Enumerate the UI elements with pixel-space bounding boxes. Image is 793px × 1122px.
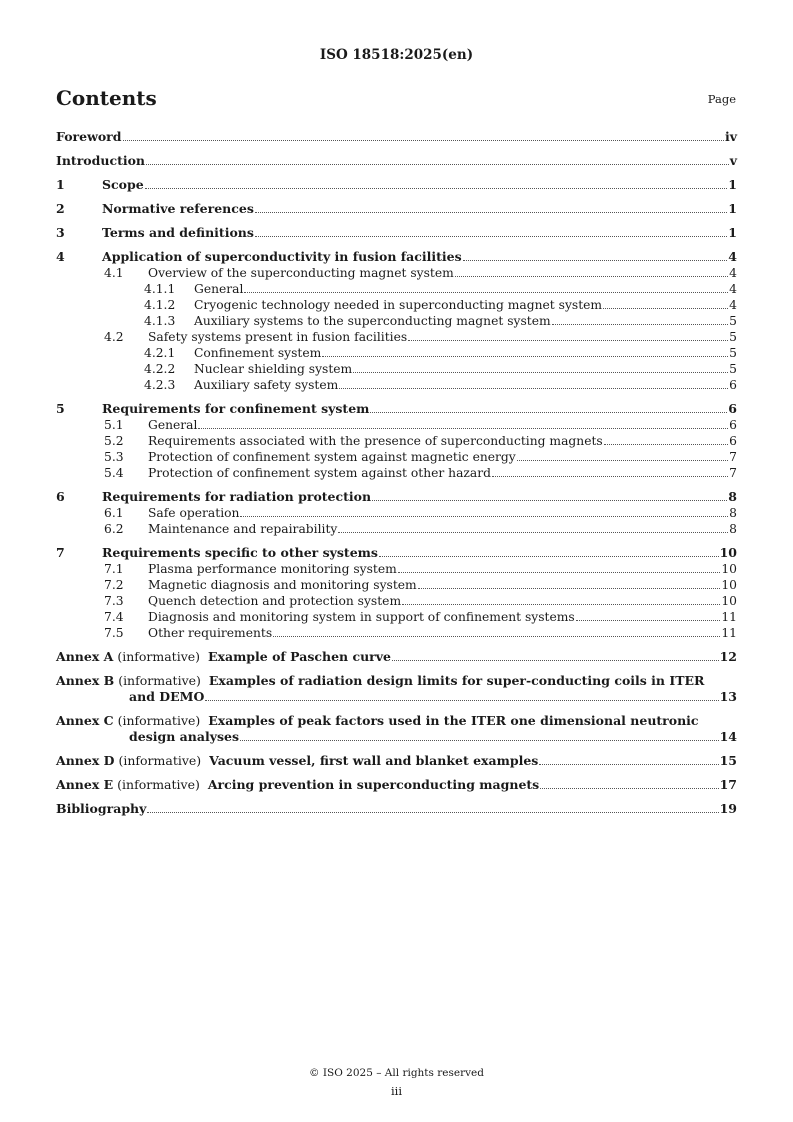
toc-number: 7.5 [104, 626, 124, 640]
toc-title: Arcing prevention in superconducting magnets [207, 777, 540, 792]
toc-title: Terms and definitions [102, 225, 254, 240]
toc-number: 6.2 [104, 522, 124, 536]
toc-number: 5.1 [104, 418, 124, 432]
toc-title: Auxiliary systems to the superconducting magnet system [194, 314, 551, 328]
annex-name: Annex E [56, 777, 114, 792]
annex-tag: (informative) [117, 777, 200, 792]
toc-page: 15 [719, 753, 737, 768]
leader-dots [576, 620, 721, 621]
toc-number: 4.2.2 [144, 362, 176, 376]
toc-title: Auxiliary safety system [194, 378, 339, 392]
leader-dots [540, 788, 718, 789]
toc-entry-4-2-3[interactable] [56, 377, 737, 393]
toc-page: 8 [728, 489, 737, 504]
copyright-notice: © ISO 2025 – All rights reserved [309, 1067, 484, 1079]
toc-number: 1 [56, 177, 65, 192]
toc-page: 1 [728, 201, 737, 216]
toc-entry-5-4[interactable] [56, 465, 737, 481]
toc-page: 10 [719, 545, 737, 560]
toc-title: Maintenance and repairability [148, 522, 338, 536]
toc-page: 11 [721, 610, 737, 624]
toc-page: 4 [729, 298, 737, 312]
annex-name: Annex B [56, 673, 115, 688]
toc-page: 19 [719, 801, 737, 816]
toc-entry-foreword[interactable] [56, 129, 737, 145]
toc-number: 5.3 [104, 450, 124, 464]
toc-number: 6 [56, 489, 65, 504]
toc-number: 3 [56, 225, 65, 240]
leader-dots [402, 604, 720, 605]
leader-dots [604, 444, 728, 445]
leader-dots [353, 372, 728, 373]
toc-number: 4 [56, 249, 65, 264]
toc-page: 7 [729, 466, 737, 480]
toc-entry-clause-6[interactable] [56, 489, 737, 505]
toc-title: Overview of the superconducting magnet system [148, 266, 454, 280]
toc-title: Magnetic diagnosis and monitoring system [148, 578, 417, 592]
toc-number: 4.2 [104, 330, 124, 344]
toc-title: General [148, 418, 198, 432]
toc-title: Safety systems present in fusion facilities [148, 330, 408, 344]
toc-number: 4.1.2 [144, 298, 176, 312]
toc-entry-4-2-2[interactable] [56, 361, 737, 377]
leader-dots [198, 428, 728, 429]
toc-number: 7.2 [104, 578, 124, 592]
leader-dots [379, 556, 719, 557]
leader-dots [123, 140, 724, 141]
toc-entry-5-2[interactable] [56, 433, 737, 449]
annex-tag: (informative) [117, 713, 201, 728]
page-title: Contents [56, 86, 157, 110]
toc-title-continued: design analyses [129, 729, 239, 744]
leader-dots [147, 812, 718, 813]
toc-number: 7.4 [104, 610, 124, 624]
toc-page: 10 [721, 578, 737, 592]
toc-entry-clause-1[interactable] [56, 177, 737, 193]
toc-entry-4-1-3[interactable] [56, 313, 737, 329]
toc-number: 4.1.1 [144, 282, 176, 296]
leader-dots [322, 356, 728, 357]
toc-page: 5 [729, 362, 737, 376]
toc-entry-4-1-1[interactable] [56, 281, 737, 297]
toc-page: 8 [729, 522, 737, 536]
annex-name: Annex D [56, 753, 115, 768]
toc-entry-5-1[interactable] [56, 417, 737, 433]
toc-number: 7 [56, 545, 65, 560]
leader-dots [392, 660, 719, 661]
leader-dots [244, 292, 728, 293]
toc-entry-annex-e[interactable] [56, 777, 737, 793]
toc-page: v [729, 153, 737, 168]
toc-number: 2 [56, 201, 65, 216]
toc-title: Normative references [102, 201, 254, 216]
toc-entry-clause-4[interactable] [56, 249, 737, 265]
toc-number: 6.1 [104, 506, 124, 520]
leader-dots [370, 412, 727, 413]
toc-page: 1 [728, 225, 737, 240]
toc-title: Introduction [56, 153, 146, 168]
toc-entry-annex-c[interactable] [56, 713, 737, 745]
leader-dots [463, 260, 728, 261]
toc-entry-annex-b[interactable] [56, 673, 737, 705]
toc-entry-7-1[interactable] [56, 561, 737, 577]
toc-title: Cryogenic technology needed in superconducting magnet system [194, 298, 603, 312]
toc-page: 13 [719, 689, 737, 704]
annex-tag: (informative) [117, 649, 201, 664]
toc-page: 12 [719, 649, 737, 664]
leader-dots [145, 188, 728, 189]
toc-title: Quench detection and protection system [148, 594, 402, 608]
toc-entry-clause-3[interactable] [56, 225, 737, 241]
toc-title: Vacuum vessel, first wall and blanket examples [209, 753, 539, 768]
toc-page: 8 [729, 506, 737, 520]
toc-title: Plasma performance monitoring system [148, 562, 397, 576]
toc-title: General [194, 282, 244, 296]
toc-entry-clause-2[interactable] [56, 201, 737, 217]
toc-number: 5.2 [104, 434, 124, 448]
leader-dots [418, 588, 721, 589]
toc-title: Requirements for radiation protection [102, 489, 372, 504]
toc-entry-7-3[interactable] [56, 593, 737, 609]
annex-name: Annex A [56, 649, 114, 664]
toc-page: 5 [729, 346, 737, 360]
toc-number: 5.4 [104, 466, 124, 480]
annex-name: Annex C [56, 713, 114, 728]
leader-dots [552, 324, 729, 325]
toc-page: 5 [729, 314, 737, 328]
leader-dots [517, 460, 728, 461]
toc-entry-7-2[interactable] [56, 577, 737, 593]
toc-page: 4 [728, 249, 737, 264]
leader-dots [455, 276, 728, 277]
toc-page: 5 [729, 330, 737, 344]
toc-title: Other requirements [148, 626, 273, 640]
table-of-contents [56, 129, 737, 817]
leader-dots [398, 572, 721, 573]
toc-page: 7 [729, 450, 737, 464]
toc-title: Safe operation [148, 506, 240, 520]
toc-title: Diagnosis and monitoring system in support of confinement systems [148, 610, 575, 624]
toc-title: Example of Paschen curve [208, 649, 391, 664]
leader-dots [255, 236, 727, 237]
leader-dots [240, 740, 719, 741]
toc-number: 7.3 [104, 594, 124, 608]
toc-entry-6-2[interactable] [56, 521, 737, 537]
toc-entry-7-5[interactable] [56, 625, 737, 641]
toc-entry-clause-5[interactable] [56, 401, 737, 417]
toc-page: 6 [729, 418, 737, 432]
toc-title: Scope [102, 177, 144, 192]
toc-page: 10 [721, 562, 737, 576]
toc-entry-introduction[interactable] [56, 153, 737, 169]
page-number: iii [390, 1084, 403, 1098]
leader-dots [255, 212, 727, 213]
toc-title: Bibliography [56, 801, 147, 816]
toc-page: 6 [729, 378, 737, 392]
toc-number: 4.2.1 [144, 346, 176, 360]
toc-entry-annex-d[interactable] [56, 753, 737, 769]
leader-dots [603, 308, 728, 309]
toc-entry-bibliography[interactable] [56, 801, 737, 817]
toc-title: Requirements for confinement system [102, 401, 370, 416]
toc-title: Application of superconductivity in fusion facilities [102, 249, 462, 264]
toc-title-continued: and DEMO [129, 689, 205, 704]
leader-dots [339, 388, 728, 389]
toc-title: Foreword [56, 129, 122, 144]
toc-page: 10 [721, 594, 737, 608]
toc-title: Protection of confinement system against other hazard [148, 466, 491, 480]
toc-entry-annex-a[interactable] [56, 649, 737, 665]
toc-entry-clause-7[interactable] [56, 545, 737, 561]
toc-number: 4.2.3 [144, 378, 176, 392]
toc-title: Requirements specific to other systems [102, 545, 378, 560]
toc-page: 6 [728, 401, 737, 416]
toc-title: Nuclear shielding system [194, 362, 353, 376]
toc-number: 5 [56, 401, 65, 416]
toc-page: iv [724, 129, 737, 144]
leader-dots [205, 700, 718, 701]
toc-entry-6-1[interactable] [56, 505, 737, 521]
toc-entry-4-2-1[interactable] [56, 345, 737, 361]
toc-entry-4-1[interactable] [56, 265, 737, 281]
toc-page: 14 [719, 729, 737, 744]
toc-entry-7-4[interactable] [56, 609, 737, 625]
leader-dots [492, 476, 728, 477]
toc-page: 4 [729, 266, 737, 280]
leader-dots [273, 636, 720, 637]
leader-dots [408, 340, 728, 341]
page-column-label: Page [707, 92, 736, 106]
toc-number: 4.1.3 [144, 314, 176, 328]
toc-entry-5-3[interactable] [56, 449, 737, 465]
toc-page: 11 [721, 626, 737, 640]
leader-dots [338, 532, 728, 533]
toc-number: 4.1 [104, 266, 124, 280]
annex-tag: (informative) [118, 673, 201, 688]
toc-title: Confinement system [194, 346, 322, 360]
leader-dots [146, 164, 729, 165]
toc-title: Protection of confinement system against magnetic energy [148, 450, 516, 464]
toc-entry-4-1-2[interactable] [56, 297, 737, 313]
toc-title: Examples of radiation design limits for super-conducting coils in ITER [208, 673, 705, 688]
leader-dots [240, 516, 728, 517]
toc-page: 1 [728, 177, 737, 192]
document-id: ISO 18518:2025(en) [319, 47, 474, 63]
toc-entry-4-2[interactable] [56, 329, 737, 345]
toc-page: 6 [729, 434, 737, 448]
toc-title: Examples of peak factors used in the ITER one dimensional neutronic [208, 713, 699, 728]
leader-dots [372, 500, 727, 501]
toc-page: 17 [719, 777, 737, 792]
annex-tag: (informative) [118, 753, 202, 768]
leader-dots [539, 764, 718, 765]
toc-title: Requirements associated with the presence of superconducting magnets [148, 434, 603, 448]
toc-page: 4 [729, 282, 737, 296]
toc-number: 7.1 [104, 562, 124, 576]
